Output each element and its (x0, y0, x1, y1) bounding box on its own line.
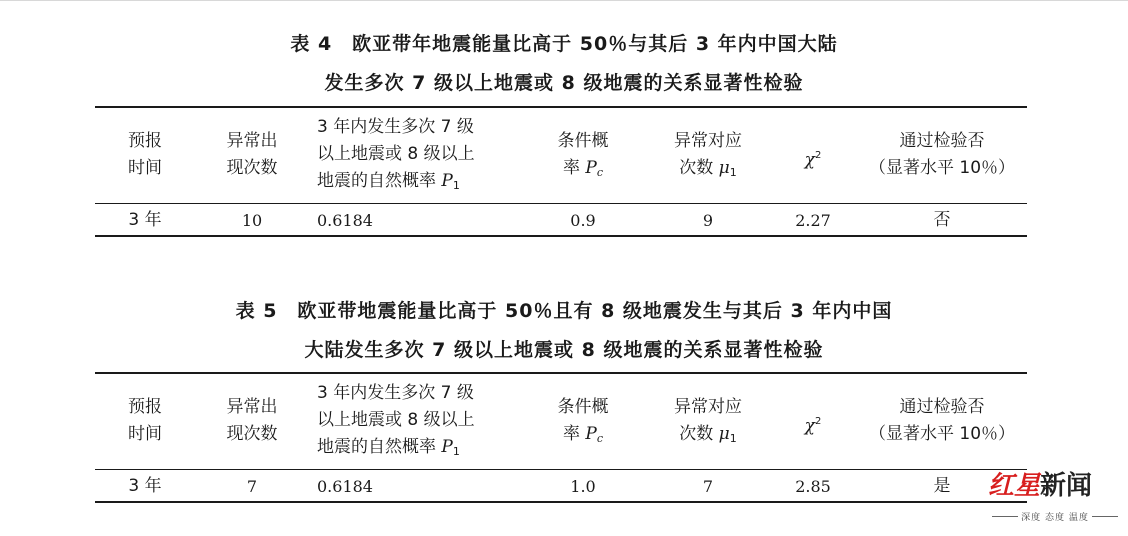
table4-cell-pass: 否 (933, 210, 951, 230)
header-forecast-time: 预报 时间 (128, 131, 162, 178)
table4-header-rule (95, 203, 1027, 204)
table5-cell-count: 7 (246, 477, 258, 496)
table4-cell-chi2: 2.27 (795, 211, 831, 230)
table4-title-line2: 发生多次 7 级以上地震或 8 级地震的关系显著性检验 (324, 72, 804, 94)
logo-brand-red: 红星 (988, 471, 1041, 501)
header-forecast-time: 预报 时间 (128, 397, 162, 444)
table4-cell-pc: 0.9 (570, 211, 596, 230)
table5-cell-mu1: 7 (702, 477, 714, 496)
header-anomaly-matches: 异常对应 次数 $\mu_1$ (674, 397, 742, 445)
table4-title-line1: 表 4 欧亚带年地震能量比高于 50％与其后 3 年内中国大陆 (290, 33, 838, 55)
table5-top-rule (95, 372, 1027, 374)
table5-header-rule (95, 469, 1027, 470)
table4 (95, 106, 1027, 238)
table5-cell-chi2: 2.85 (795, 477, 831, 496)
header-anomaly-count: 异常出 现次数 (226, 131, 278, 178)
table5-title-line1: 表 5 欧亚带地震能量比高于 50％且有 8 级地震发生与其后 3 年内中国 (235, 300, 893, 322)
logo-brand-black: 新闻 (1040, 471, 1093, 501)
red-star-news-logo (988, 470, 1120, 528)
table5 (95, 372, 1027, 504)
table5-title-line2: 大陆发生多次 7 级以上地震或 8 级地震的关系显著性检验 (304, 339, 824, 361)
page-top-border (0, 0, 1128, 1)
header-test-passed: 通过检验否 （显著水平 10％） (868, 131, 1016, 178)
table5-cell-time: 3 年 (128, 476, 162, 496)
logo-wordmark (988, 470, 1092, 502)
header-natural-probability: 3 年内发生多次 7 级 以上地震或 8 级以上 地震的自然概率 $P_1$ (317, 117, 475, 192)
header-conditional-probability: 条件概 率 $P_c$ (557, 131, 609, 179)
table4-top-rule (95, 106, 1027, 108)
header-chi-square: $\chi^2$ (804, 150, 822, 170)
table4-cell-mu1: 9 (702, 211, 714, 230)
table5-bottom-rule (95, 501, 1027, 503)
table4-cell-time: 3 年 (128, 210, 162, 230)
logo-tagline: 深度 态度 温度 (992, 510, 1118, 523)
table5-cell-pass: 是 (933, 476, 951, 496)
header-natural-probability: 3 年内发生多次 7 级 以上地震或 8 级以上 地震的自然概率 $P_1$ (317, 383, 475, 458)
header-chi-square: $\chi^2$ (804, 416, 822, 436)
table4-cell-p1: 0.6184 (317, 211, 373, 230)
header-test-passed: 通过检验否 （显著水平 10％） (868, 397, 1016, 444)
header-anomaly-count: 异常出 现次数 (226, 397, 278, 444)
table4-bottom-rule (95, 235, 1027, 237)
table4-cell-count: 10 (241, 211, 263, 230)
header-anomaly-matches: 异常对应 次数 $\mu_1$ (674, 131, 742, 179)
table5-cell-pc: 1.0 (570, 477, 596, 496)
header-conditional-probability: 条件概 率 $P_c$ (557, 397, 609, 445)
table5-cell-p1: 0.6184 (317, 477, 373, 496)
